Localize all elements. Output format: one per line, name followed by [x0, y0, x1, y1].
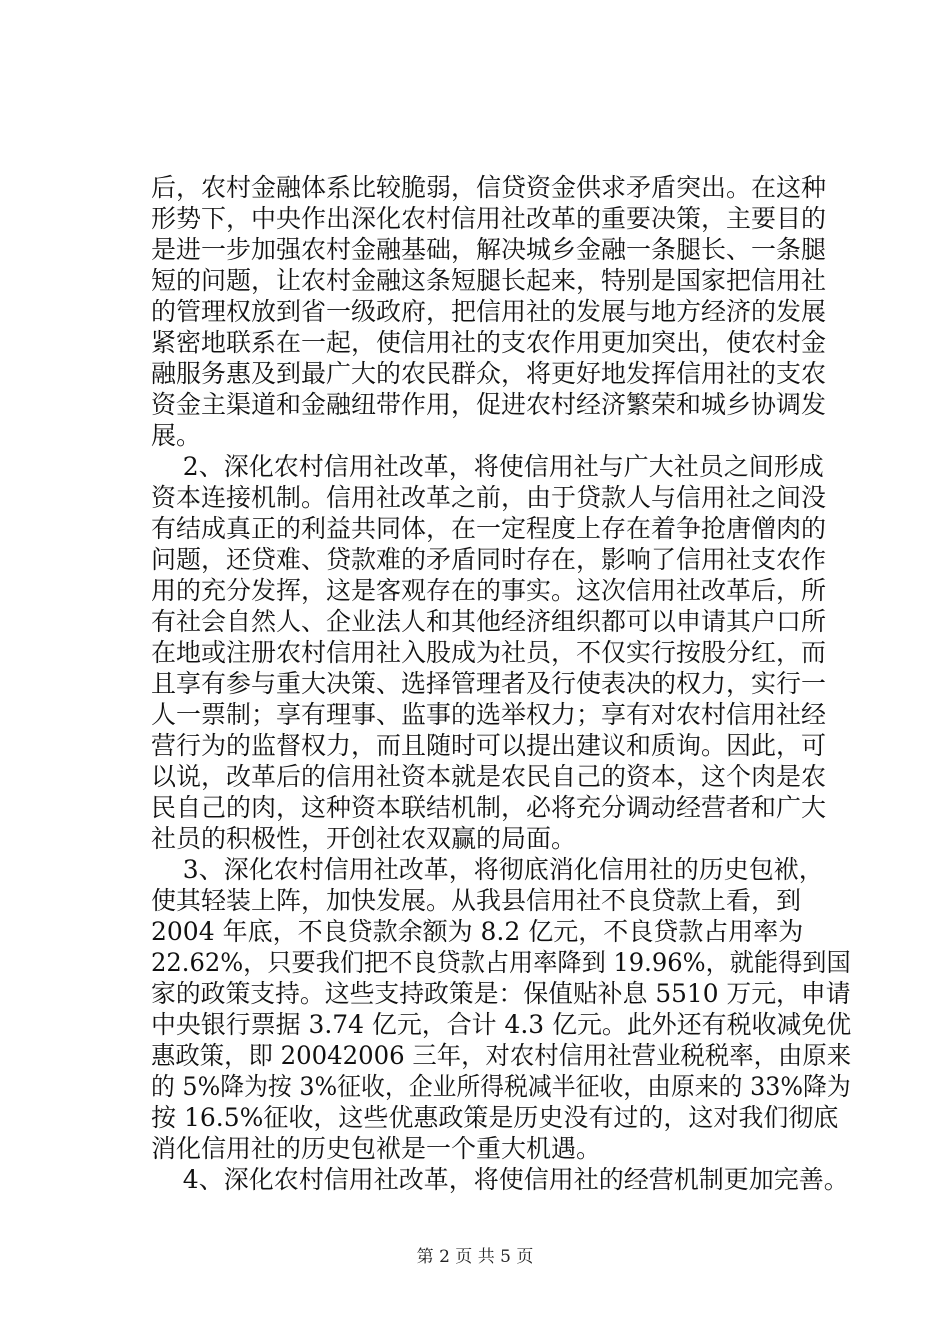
text-line: 在地或注册农村信用社入股成为社员，不仅实行按股分红，而	[151, 638, 827, 667]
text-line: 按 16.5%征收，这些优惠政策是历史没有过的，这对我们彻底	[151, 1103, 839, 1132]
text-line: 以说，改革后的信用社资本就是农民自己的资本，这个肉是农	[151, 762, 827, 791]
text-line: 4、深化农村信用社改革，将使信用社的经营机制更加完善。	[151, 1165, 849, 1194]
text-line: 展。	[151, 421, 202, 450]
text-line: 中央银行票据 3.74 亿元，合计 4.3 亿元。此外还有税收减免优	[151, 1010, 852, 1039]
text-line: 用的充分发挥，这是客观存在的事实。这次信用社改革后，所	[151, 576, 827, 605]
text-line: 的管理权放到省一级政府，把信用社的发展与地方经济的发展	[151, 297, 827, 326]
text-line: 惠政策，即 20042006 三年，对农村信用社营业税税率，由原来	[151, 1041, 852, 1070]
text-line: 2、深化农村信用社改革，将使信用社与广大社员之间形成	[151, 452, 824, 481]
text-line: 资本连接机制。信用社改革之前，由于贷款人与信用社之间没	[151, 483, 827, 512]
page-footer: 第 2 页 共 5 页	[416, 1247, 534, 1267]
text-line: 且享有参与重大决策、选择管理者及行使表决的权力，实行一	[151, 669, 827, 698]
text-line: 的 5%降为按 3%征收，企业所得税减半征收，由原来的 33%降为	[151, 1072, 851, 1101]
text-line: 是进一步加强农村金融基础，解决城乡金融一条腿长、一条腿	[151, 235, 827, 264]
text-line: 融服务惠及到最广大的农民群众，将更好地发挥信用社的支农	[151, 359, 827, 388]
text-line: 民自己的肉，这种资本联结机制，必将充分调动经营者和广大	[151, 793, 827, 822]
body-text	[151, 172, 851, 1195]
text-line: 后，农村金融体系比较脆弱，信贷资金供求矛盾突出。在这种	[151, 173, 827, 202]
text-line: 社员的积极性，开创社农双赢的局面。	[151, 824, 577, 853]
text-line: 消化信用社的历史包袱是一个重大机遇。	[151, 1134, 602, 1163]
text-line: 形势下，中央作出深化农村信用社改革的重要决策，主要目的	[151, 204, 827, 233]
text-line: 问题，还贷难、贷款难的矛盾同时存在，影响了信用社支农作	[151, 545, 827, 574]
text-line: 家的政策支持。这些支持政策是：保值贴补息 5510 万元，申请	[151, 979, 851, 1008]
text-line: 有结成真正的利益共同体，在一定程度上存在着争抢唐僧肉的	[151, 514, 827, 543]
text-line: 有社会自然人、企业法人和其他经济组织都可以申请其户口所	[151, 607, 827, 636]
text-line: 紧密地联系在一起，使信用社的支农作用更加突出，使农村金	[151, 328, 827, 357]
text-line: 22.62%，只要我们把不良贷款占用率降到 19.96%，就能得到国	[151, 948, 851, 977]
text-line: 短的问题，让农村金融这条短腿长起来，特别是国家把信用社	[151, 266, 827, 295]
text-line: 3、深化农村信用社改革，将彻底消化信用社的历史包袱，	[151, 855, 824, 884]
text-line: 人一票制；享有理事、监事的选举权力；享有对农村信用社经	[151, 700, 827, 729]
text-line: 2004 年底，不良贷款余额为 8.2 亿元，不良贷款占用率为	[151, 917, 804, 946]
text-line: 资金主渠道和金融纽带作用，促进农村经济繁荣和城乡协调发	[151, 390, 827, 419]
text-line: 营行为的监督权力，而且随时可以提出建议和质询。因此，可	[151, 731, 827, 760]
text-line: 使其轻装上阵，加快发展。从我县信用社不良贷款上看，到	[151, 886, 802, 915]
